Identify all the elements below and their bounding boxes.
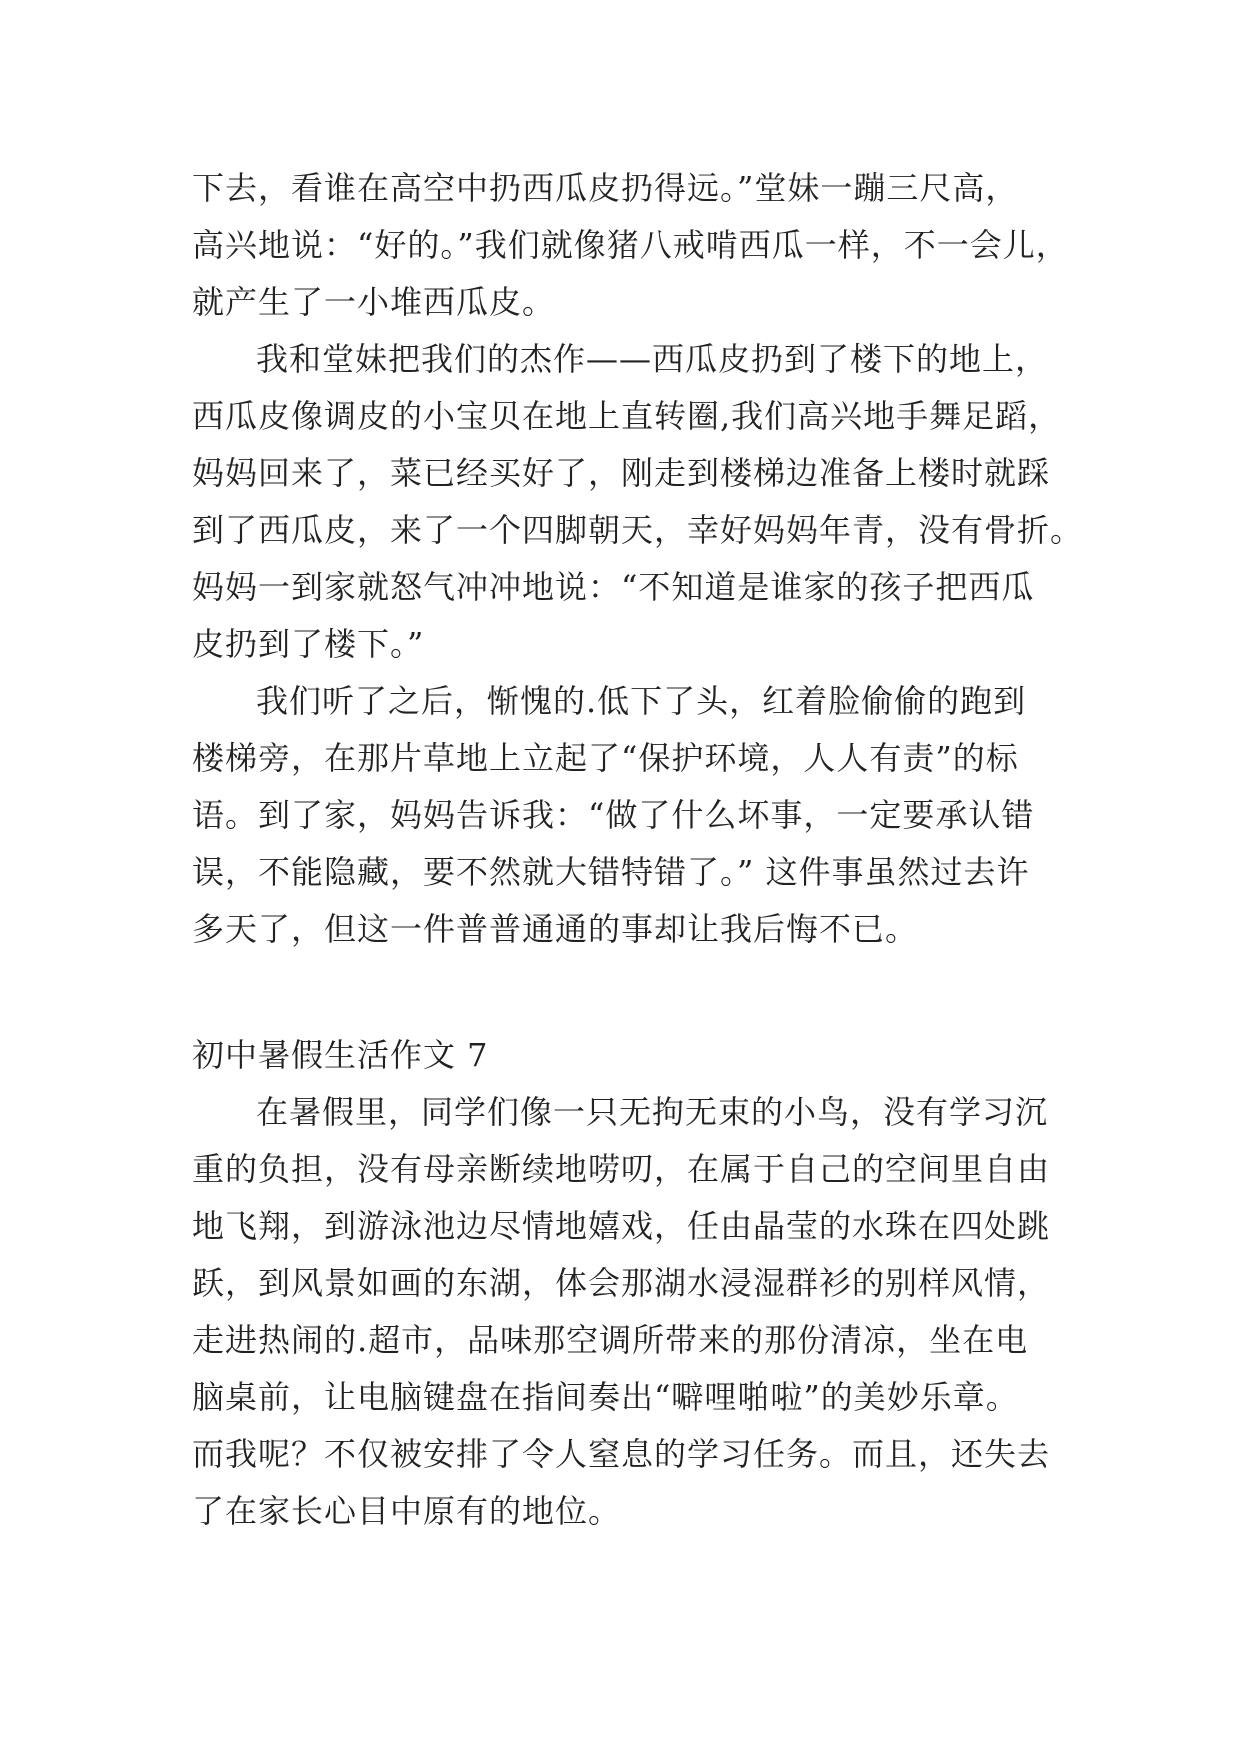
text-line: 皮扔到了楼下。”	[192, 625, 425, 663]
text-line: 就产生了一小堆西瓜皮。	[192, 283, 556, 321]
text-line: 语。到了家，妈妈告诉我：“做了什么坏事，一定要承认错	[192, 796, 1035, 834]
text-line: 重的负担，没有母亲断续地唠叨，在属于自己的空间里自由	[192, 1150, 1051, 1188]
text-line: 高兴地说：“好的。”我们就像猪八戒啃西瓜一样，不一会儿，	[192, 226, 1069, 264]
text-line: 了在家长心目中原有的地位。	[192, 1492, 622, 1530]
text-line: 而我呢？不仅被安排了令人窒息的学习任务。而且，还失去	[192, 1435, 1051, 1473]
text-line: 楼梯旁，在那片草地上立起了“保护环境，人人有责”的标	[192, 739, 1019, 777]
text-line: 我和堂妹把我们的杰作——西瓜皮扔到了楼下的地上，	[256, 340, 1049, 378]
text-line: 跃，到风景如画的东湖，体会那湖水浸湿群衫的别样风情，	[192, 1264, 1051, 1302]
text-line: 到了西瓜皮，来了一个四脚朝天，幸好妈妈年青，没有骨折。	[192, 511, 1084, 549]
text-line: 多天了，但这一件普普通通的事却让我后悔不已。	[192, 910, 919, 948]
text-line: 误，不能隐藏，要不然就大错特错了。” 这件事虽然过去许	[192, 853, 1030, 891]
section-heading: 初中暑假生活作文 7	[192, 1036, 489, 1074]
text-line: 下去，看谁在高空中扔西瓜皮扔得远。”堂妹一蹦三尺高，	[192, 169, 1019, 207]
text-line: 妈妈回来了，菜已经买好了，刚走到楼梯边准备上楼时就踩	[192, 454, 1051, 492]
text-line: 地飞翔，到游泳池边尽情地嬉戏，任由晶莹的水珠在四处跳	[192, 1207, 1051, 1245]
text-line: 脑桌前，让电脑键盘在指间奏出“噼哩啪啦”的美妙乐章。	[192, 1378, 1019, 1416]
text-line: 我们听了之后，惭愧的.低下了头，红着脸偷偷的跑到	[256, 682, 1027, 720]
text-line: 妈妈一到家就怒气冲冲地说：“不知道是谁家的孩子把西瓜	[192, 568, 1035, 606]
text-line: 西瓜皮像调皮的小宝贝在地上直转圈,我们高兴地手舞足蹈，	[192, 397, 1062, 435]
text-line: 走进热闹的.超市，品味那空调所带来的那份清凉，坐在电	[192, 1321, 1029, 1359]
text-line: 在暑假里，同学们像一只无拘无束的小鸟，没有学习沉	[256, 1093, 1049, 1131]
